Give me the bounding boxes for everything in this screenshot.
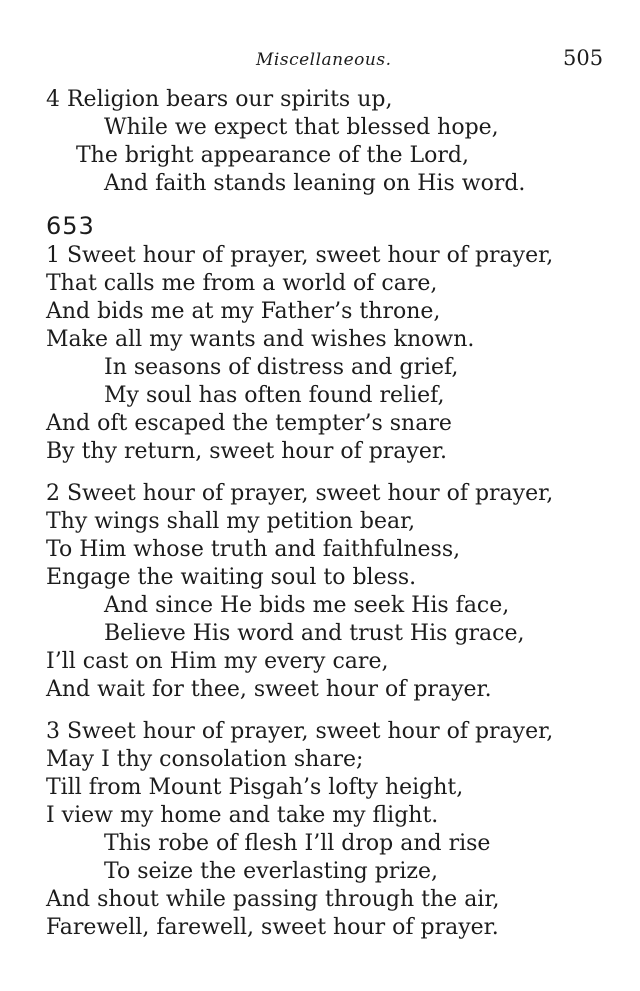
verse-line: 1 Sweet hour of prayer, sweet hour of prayer, [46, 243, 554, 268]
verse-line: The bright appearance of the Lord, [76, 143, 469, 168]
hymn-number: 653 [46, 212, 95, 240]
verse-line: My soul has often found relief, [104, 383, 445, 408]
verse-line: This robe of flesh I’ll drop and rise [104, 831, 491, 856]
verse-line: And wait for thee, sweet hour of prayer. [46, 677, 492, 702]
verse-line: Believe His word and trust His grace, [104, 621, 525, 646]
verse-line: To seize the everlasting prize, [104, 859, 438, 884]
verse-line: And since He bids me seek His face, [104, 593, 510, 618]
running-title: Miscellaneous. [256, 50, 392, 70]
verse-line: Thy wings shall my petition bear, [46, 509, 416, 534]
page-header [0, 46, 640, 76]
verse-line: And bids me at my Father’s throne, [46, 299, 441, 324]
verse-line: 4 Religion bears our spirits up, [46, 87, 393, 112]
verse-line: Engage the waiting soul to bless. [46, 565, 417, 590]
verse-line: And oft escaped the tempter’s snare [46, 411, 452, 436]
verse-line: 2 Sweet hour of prayer, sweet hour of prayer, [46, 481, 554, 506]
verse-line: While we expect that blessed hope, [104, 115, 499, 140]
verse-line: To Him whose truth and faithfulness, [46, 537, 461, 562]
verse-line: And faith stands leaning on His word. [104, 171, 526, 196]
verse-line: Farewell, farewell, sweet hour of prayer. [46, 915, 499, 940]
verse-line: By thy return, sweet hour of prayer. [46, 439, 447, 464]
verse-line: Till from Mount Pisgah’s lofty height, [46, 775, 464, 800]
verse-line: That calls me from a world of care, [46, 271, 438, 296]
verse-line: May I thy consolation share; [46, 747, 364, 772]
verse-line: 3 Sweet hour of prayer, sweet hour of prayer, [46, 719, 554, 744]
verse-line: In seasons of distress and grief, [104, 355, 459, 380]
verse-line: And shout while passing through the air, [46, 887, 500, 912]
verse-line: Make all my wants and wishes known. [46, 327, 475, 352]
verse-line: I’ll cast on Him my every care, [46, 649, 389, 674]
verse-line: I view my home and take my flight. [46, 803, 439, 828]
page-number: 505 [563, 46, 604, 70]
